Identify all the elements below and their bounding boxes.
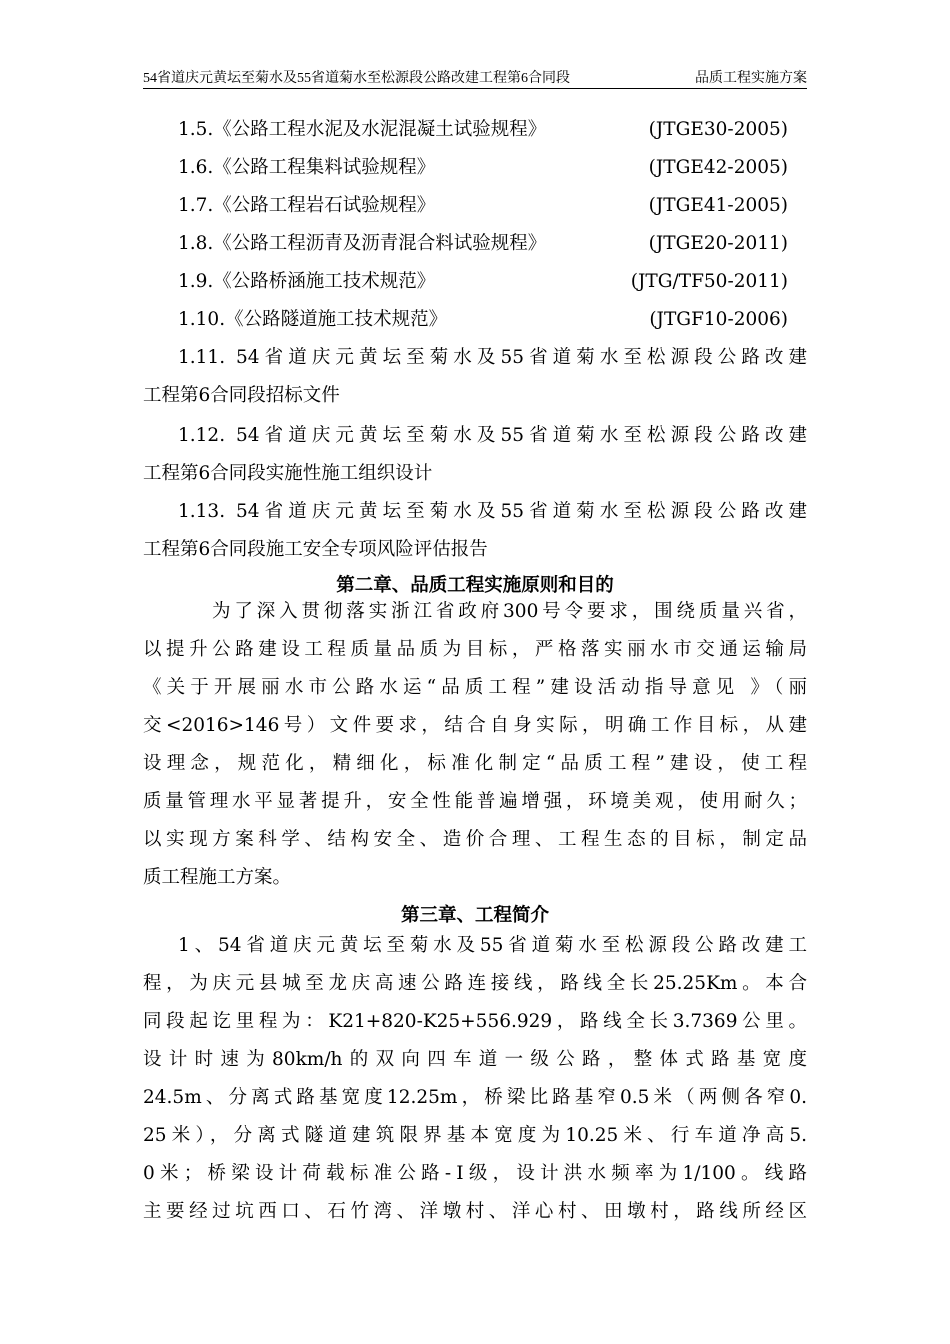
reference-item: 1.7.《公路工程岩石试验规程》 <box>178 195 436 216</box>
chapter-3-heading: 第三章、工程简介 <box>400 905 549 926</box>
document-item-continued: 工程第6合同段招标文件 <box>143 385 340 406</box>
chapter-3-paragraph-line: 设计时速为80km/h的双向四车道一级公路，整体式路基宽度 <box>143 1049 807 1070</box>
chapter-2-paragraph-line: 《关于开展丽水市公路水运“品质工程”建设活动指导意见 》（丽 <box>143 677 807 698</box>
header-document-title: 品质工程实施方案 <box>695 71 807 86</box>
chapter-3-paragraph-line: 程，为庆元县城至龙庆高速公路连接线，路线全长25.25Km。本合 <box>143 973 807 994</box>
chapter-2-paragraph-line: 以实现方案科学、结构安全、造价合理、工程生态的目标，制定品 <box>143 829 807 850</box>
chapter-2-paragraph-line: 设理念，规范化，精细化，标准化制定“品质工程”建设，使工程 <box>143 753 807 774</box>
document-item: 1.13. 54省道庆元黄坛至菊水及55省道菊水至松源段公路改建 <box>178 501 807 522</box>
reference-code: (JTGE42-2005) <box>648 157 788 178</box>
reference-code: (JTGE41-2005) <box>648 195 788 216</box>
document-item: 1.11. 54省道庆元黄坛至菊水及55省道菊水至松源段公路改建 <box>178 347 807 368</box>
header-project-title: 54省道庆元黄坛至菊水及55省道菊水至松源段公路改建工程第6合同段 <box>143 71 570 86</box>
reference-item: 1.6.《公路工程集料试验规程》 <box>178 157 436 178</box>
chapter-3-paragraph-line: 25米），分离式隧道建筑限界基本宽度为10.25米、行车道净高5. <box>143 1125 807 1146</box>
chapter-2-heading: 第二章、品质工程实施原则和目的 <box>336 575 614 596</box>
chapter-2-paragraph-line: 以提升公路建设工程质量品质为目标，严格落实丽水市交通运输局 <box>143 639 807 660</box>
chapter-3-paragraph-line: 24.5m、分离式路基宽度12.25m，桥梁比路基窄0.5米（两侧各窄0. <box>143 1087 807 1108</box>
chapter-3-paragraph-line: 0米；桥梁设计荷载标准公路-Ⅰ级，设计洪水频率为1/100。线路 <box>143 1163 807 1184</box>
reference-code: (JTG/TF50-2011) <box>630 271 788 292</box>
chapter-2-paragraph-line: 质工程施工方案。 <box>143 867 292 888</box>
reference-code: (JTGF10-2006) <box>649 309 788 330</box>
chapter-3-paragraph-line: 主要经过坑西口、石竹湾、洋墩村、洋心村、田墩村，路线所经区 <box>143 1201 807 1222</box>
chapter-2-paragraph-line: 交<2016>146号）文件要求，结合自身实际，明确工作目标，从建 <box>143 715 807 736</box>
page-header <box>143 64 807 89</box>
document-item-continued: 工程第6合同段实施性施工组织设计 <box>143 463 433 484</box>
chapter-2-paragraph-line: 为了深入贯彻落实浙江省政府300号令要求，围绕质量兴省， <box>212 601 807 622</box>
document-item-continued: 工程第6合同段施工安全专项风险评估报告 <box>143 539 488 560</box>
reference-code: (JTGE20-2011) <box>648 233 788 254</box>
chapter-2-paragraph-line: 质量管理水平显著提升，安全性能普遍增强，环境美观，使用耐久； <box>143 791 807 812</box>
reference-item: 1.5.《公路工程水泥及水泥混凝土试验规程》 <box>178 119 547 140</box>
chapter-3-paragraph-line: 同段起讫里程为：K21+820-K25+556.929，路线全长3.7369公里。 <box>143 1011 807 1032</box>
reference-item: 1.8.《公路工程沥青及沥青混合料试验规程》 <box>178 233 547 254</box>
chapter-3-paragraph-line: 1、54省道庆元黄坛至菊水及55省道菊水至松源段公路改建工 <box>178 935 807 956</box>
reference-item: 1.10.《公路隧道施工技术规范》 <box>178 309 448 330</box>
reference-item: 1.9.《公路桥涵施工技术规范》 <box>178 271 436 292</box>
reference-code: (JTGE30-2005) <box>648 119 788 140</box>
document-item: 1.12. 54省道庆元黄坛至菊水及55省道菊水至松源段公路改建 <box>178 425 807 446</box>
